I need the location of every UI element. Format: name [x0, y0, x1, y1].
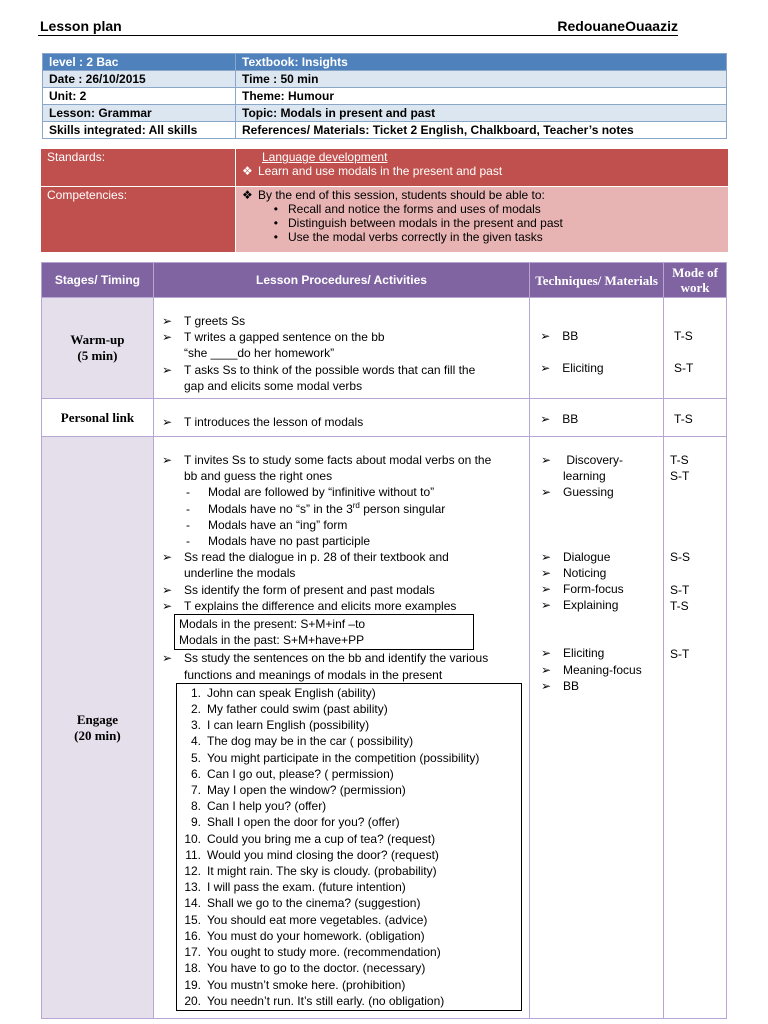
- arrow-icon: ➢: [162, 598, 173, 613]
- tech-text: Meaning-focus: [563, 662, 642, 677]
- fact-item: [162, 484, 528, 500]
- example-sentence: [181, 944, 517, 960]
- sentence-number: 16.: [184, 928, 201, 943]
- col-procedures: Lesson Procedures/ Activities: [153, 263, 529, 298]
- engage-technique-list: [541, 452, 671, 694]
- procedure-text: T writes a gapped sentence on the bb: [184, 330, 385, 345]
- competencies-content: [236, 187, 729, 253]
- diamond-bullet-icon: ❖: [242, 188, 253, 202]
- example-sentence: [181, 814, 517, 830]
- tech-item: [540, 411, 659, 427]
- info-time: Time : 50 min: [236, 71, 727, 88]
- sentence-number: 19.: [184, 977, 201, 992]
- sentence-text: I will pass the exam. (future intention): [207, 880, 406, 895]
- sentence-number: 8.: [190, 799, 201, 814]
- sentence-text: May I open the window? (permission): [207, 783, 406, 798]
- col-mode: Mode of work: [664, 263, 727, 298]
- procedure-text: Ss identify the form of present and past modals: [184, 582, 435, 597]
- sentence-text: You should eat more vegetables. (advice): [207, 912, 428, 927]
- info-date: Date : 26/10/2015: [43, 71, 236, 88]
- dash-icon: -: [186, 501, 190, 516]
- info-theme: Theme: Humour: [236, 88, 727, 105]
- arrow-icon: ➢: [162, 550, 173, 565]
- sentence-text: Can I help you? (offer): [207, 799, 327, 814]
- tech-item: [540, 360, 659, 376]
- sentence-text: Shall we go to the cinema? (suggestion): [207, 896, 421, 911]
- example-sentences-box: [176, 683, 522, 1011]
- mode-text: S-T: [670, 469, 690, 484]
- arrow-icon: ➢: [162, 314, 173, 328]
- sentence-text: Can I go out, please? ( permission): [207, 766, 394, 781]
- engage-mode-list: [670, 452, 720, 662]
- sentence-text: John can speak English (ability): [207, 685, 376, 700]
- sentence-number: 13.: [184, 880, 201, 895]
- info-references: References/ Materials: Ticket 2 English, Chalkboard, Teacher’s notes: [236, 122, 727, 139]
- tech-text: Form-focus: [563, 582, 624, 597]
- box-text: Modals in the present: S+M+inf –to: [179, 617, 366, 632]
- arrow-icon: ➢: [541, 662, 552, 677]
- arrow-icon: ➢: [162, 362, 173, 377]
- sentence-number: 15.: [184, 912, 201, 927]
- sentence-number: 7.: [190, 783, 201, 798]
- arrow-icon: ➢: [162, 453, 173, 467]
- arrow-icon: ➢: [541, 646, 552, 661]
- procedure-item: [162, 452, 528, 468]
- sentence-text: Shall I open the door for you? (offer): [207, 815, 400, 830]
- sentence-text: Would you mind closing the door? (request): [207, 847, 439, 862]
- warmup-mode: [664, 298, 727, 399]
- sentence-number: 20.: [184, 993, 201, 1008]
- competency-text: Use the modal verbs correctly in the given tasks: [288, 230, 543, 244]
- tech-item: [541, 581, 671, 597]
- procedure-item: [162, 313, 522, 329]
- info-row: [43, 105, 727, 122]
- procedure-item: [162, 329, 522, 345]
- mode-text: S-T: [674, 361, 694, 376]
- info-row: [43, 71, 727, 88]
- standards-label: Standards:: [41, 149, 236, 187]
- example-sentence: [181, 977, 517, 993]
- sentence-number: 12.: [184, 864, 201, 879]
- tech-text: Eliciting: [562, 361, 604, 376]
- box-text: Modals in the past: S+M+have+PP: [179, 633, 365, 648]
- mode-text: S-T: [670, 582, 690, 597]
- procedure-text: Ss study the sentences on the bb and identify the various: [184, 651, 489, 666]
- procedure-text: underline the modals: [184, 566, 296, 581]
- arrow-icon: ➢: [540, 329, 551, 343]
- info-lesson: Lesson: Grammar: [43, 105, 236, 122]
- procedure-text: T greets Ss: [184, 314, 246, 328]
- procedure-text: T invites Ss to study some facts about modal verbs on the: [184, 453, 492, 467]
- tech-text: Eliciting: [563, 646, 605, 661]
- competency-item: [242, 202, 722, 216]
- tech-item: [541, 662, 671, 678]
- fact-item: [162, 517, 528, 533]
- bullet-icon: •: [273, 202, 278, 216]
- modal-form-box: [174, 614, 474, 650]
- procedure-text: T asks Ss to think of the possible words that can fill the: [184, 362, 476, 377]
- example-sentence: [181, 993, 517, 1009]
- example-sentence: [181, 912, 517, 928]
- tech-text: Noticing: [563, 565, 607, 580]
- dash-icon: -: [186, 517, 190, 532]
- fact-text: Modals have no past participle: [208, 534, 371, 549]
- warmup-procedure-list: [162, 313, 522, 394]
- mode-text: S-T: [670, 647, 690, 661]
- example-sentence: [181, 750, 517, 766]
- arrow-icon: ➢: [162, 415, 173, 429]
- stage-name: Engage: [76, 711, 118, 727]
- engage-procedure-list: [162, 452, 528, 1011]
- arrow-icon: ➢: [162, 330, 173, 345]
- info-row: [43, 88, 727, 105]
- info-topic: Topic: Modals in present and past: [236, 105, 727, 122]
- tech-item: [541, 484, 671, 500]
- tech-text: Dialogue: [563, 549, 611, 564]
- arrow-icon: ➢: [162, 651, 173, 666]
- sentence-text: The dog may be in the car ( possibility): [207, 734, 414, 749]
- sentence-text: You must do your homework. (obligation): [207, 928, 425, 943]
- sentence-text: My father could swim (past ability): [207, 702, 388, 717]
- example-sentence: [181, 960, 517, 976]
- mode-text: T-S: [670, 598, 689, 613]
- example-sentence: [181, 733, 517, 749]
- sentence-number: 11.: [185, 847, 201, 862]
- sentence-text: You needn’t run. It’s still early. (no obligation): [207, 993, 445, 1008]
- arrow-icon: ➢: [541, 678, 552, 693]
- fact-sup: rd: [352, 500, 360, 510]
- example-sentence: [181, 717, 517, 733]
- competencies-label: Competencies:: [41, 187, 236, 253]
- dash-icon: -: [186, 534, 190, 549]
- author-name: RedouaneOuaaziz: [557, 18, 678, 34]
- example-sentence: [181, 766, 517, 782]
- arrow-icon: ➢: [541, 453, 552, 467]
- tech-item: [541, 645, 671, 661]
- stage-name: Warm-up: [70, 332, 125, 347]
- procedure-text: T introduces the lesson of modals: [184, 415, 364, 429]
- standards-table: [40, 148, 729, 253]
- fact-item: [162, 501, 528, 517]
- personal-techniques: [530, 399, 664, 437]
- sentence-text: I can learn English (possibility): [207, 718, 370, 733]
- sentence-number: 18.: [184, 961, 201, 976]
- sentence-number: 9.: [190, 815, 201, 830]
- competency-text: Recall and notice the forms and uses of modals: [288, 202, 541, 216]
- procedure-item: [162, 362, 522, 378]
- tech-item: [541, 678, 671, 694]
- example-sentence: [181, 895, 517, 911]
- procedure-text: bb and guess the right ones: [184, 469, 333, 484]
- competencies-row: [41, 187, 729, 253]
- procedure-text: T explains the difference and elicits more examples: [184, 598, 457, 613]
- personal-stage: Personal link: [42, 399, 154, 437]
- info-row: [43, 54, 727, 71]
- sentence-number: 5.: [190, 750, 201, 765]
- sentence-text: You have to go to the doctor. (necessary): [207, 961, 426, 976]
- bullet-icon: •: [273, 230, 278, 244]
- arrow-icon: ➢: [541, 582, 552, 597]
- stage-time: (5 min): [77, 348, 118, 363]
- col-stages: Stages/ Timing: [42, 263, 154, 298]
- warmup-stage: [42, 298, 154, 399]
- procedure-text: gap and elicits some modal verbs: [184, 378, 363, 393]
- procedure-item: [162, 549, 528, 565]
- fact-text: Modals have no “s” in the 3: [208, 501, 353, 516]
- sentence-text: Could you bring me a cup of tea? (request): [207, 831, 436, 846]
- arrow-icon: ➢: [541, 549, 552, 564]
- bullet-icon: •: [273, 216, 278, 230]
- arrow-icon: ➢: [541, 565, 552, 580]
- standards-row: [41, 149, 729, 187]
- info-row: [43, 122, 727, 139]
- standards-item-text: Learn and use modals in the present and past: [258, 164, 503, 178]
- tech-item: [541, 565, 671, 581]
- sentence-text: You ought to study more. (recommendation): [207, 945, 441, 960]
- procedure-item: [162, 582, 528, 598]
- procedure-text: functions and meanings of modals in the present: [184, 667, 443, 682]
- example-sentence: [181, 863, 517, 879]
- document-title: Lesson plan: [40, 18, 122, 34]
- sentence-text: It might rain. The sky is cloudy. (probability): [207, 864, 437, 879]
- mode-text: T-S: [670, 453, 689, 467]
- stage-time: (20 min): [74, 727, 121, 743]
- tech-text: Discovery-: [566, 453, 624, 467]
- personal-procedure-list: [162, 414, 522, 430]
- sentence-text: You might participate in the competition (possibility): [207, 750, 480, 765]
- info-unit: Unit: 2: [43, 88, 236, 105]
- lesson-info-table: [42, 53, 727, 139]
- mode-text: T-S: [674, 412, 693, 426]
- competencies-intro-text: By the end of this session, students should be able to:: [258, 188, 545, 202]
- procedure-text: Ss read the dialogue in p. 28 of their textbook and: [184, 550, 449, 565]
- procedure-item: [162, 598, 528, 614]
- dash-icon: -: [186, 485, 190, 500]
- sentence-number: 6.: [190, 766, 201, 781]
- example-sentence: [181, 782, 517, 798]
- tech-text: Explaining: [563, 598, 619, 613]
- fact-text: Modals have an “ing” form: [208, 517, 348, 532]
- procedure-text: “she ____do her homework”: [184, 346, 335, 361]
- competency-item: [242, 216, 722, 230]
- arrow-icon: ➢: [541, 485, 552, 500]
- procedure-item: [162, 414, 522, 430]
- info-level: level : 2 Bac: [43, 54, 236, 71]
- fact-text: Modal are followed by “infinitive without to”: [208, 485, 435, 500]
- example-sentence: [181, 831, 517, 847]
- page-header: [38, 18, 678, 36]
- info-skills: Skills integrated: All skills: [43, 122, 236, 139]
- standards-heading: Language development: [262, 150, 388, 164]
- header-row: [42, 263, 727, 298]
- tech-text: learning: [563, 469, 606, 484]
- competency-item: [242, 230, 722, 244]
- diamond-bullet-icon: ❖: [242, 164, 253, 178]
- tech-item: [541, 452, 671, 468]
- tech-text: BB: [563, 678, 580, 693]
- procedure-item: [162, 650, 528, 666]
- info-textbook: Textbook: Insights: [236, 54, 727, 71]
- example-sentence: [181, 847, 517, 863]
- sentence-number: 4.: [190, 734, 201, 749]
- fact-item: [162, 533, 528, 549]
- warmup-techniques: [530, 298, 664, 399]
- tech-item: [540, 328, 659, 344]
- standards-content: [236, 149, 729, 187]
- example-sentence: [181, 798, 517, 814]
- fact-text: person singular: [359, 501, 446, 516]
- tech-text: BB: [562, 329, 579, 343]
- sentence-number: 17.: [184, 945, 201, 960]
- sentence-text: You mustn’t smoke here. (prohibition): [207, 977, 406, 992]
- sentence-number: 3.: [190, 718, 201, 733]
- arrow-icon: ➢: [540, 412, 551, 426]
- engage-stage: [42, 437, 154, 1019]
- arrow-icon: ➢: [540, 361, 551, 376]
- mode-text: S-S: [670, 550, 691, 565]
- sentence-number: 1.: [190, 685, 201, 700]
- personal-mode: [664, 399, 727, 437]
- mode-text: T-S: [674, 329, 693, 343]
- arrow-icon: ➢: [162, 582, 173, 597]
- col-techniques: Techniques/ Materials: [530, 263, 664, 298]
- example-sentence: [181, 685, 517, 701]
- standards-item: [242, 164, 722, 178]
- tech-text: BB: [562, 412, 579, 426]
- arrow-icon: ➢: [541, 598, 552, 613]
- sentence-number: 2.: [190, 702, 201, 717]
- example-sentence: [181, 879, 517, 895]
- sentence-number: 10.: [184, 831, 201, 846]
- competencies-intro: [242, 188, 722, 202]
- sentence-number: 14.: [184, 896, 201, 911]
- example-sentence: [181, 928, 517, 944]
- example-sentence: [181, 701, 517, 717]
- tech-item: [541, 549, 671, 565]
- tech-text: Guessing: [563, 485, 614, 500]
- competency-text: Distinguish between modals in the present and past: [288, 216, 563, 230]
- tech-item: [541, 597, 671, 613]
